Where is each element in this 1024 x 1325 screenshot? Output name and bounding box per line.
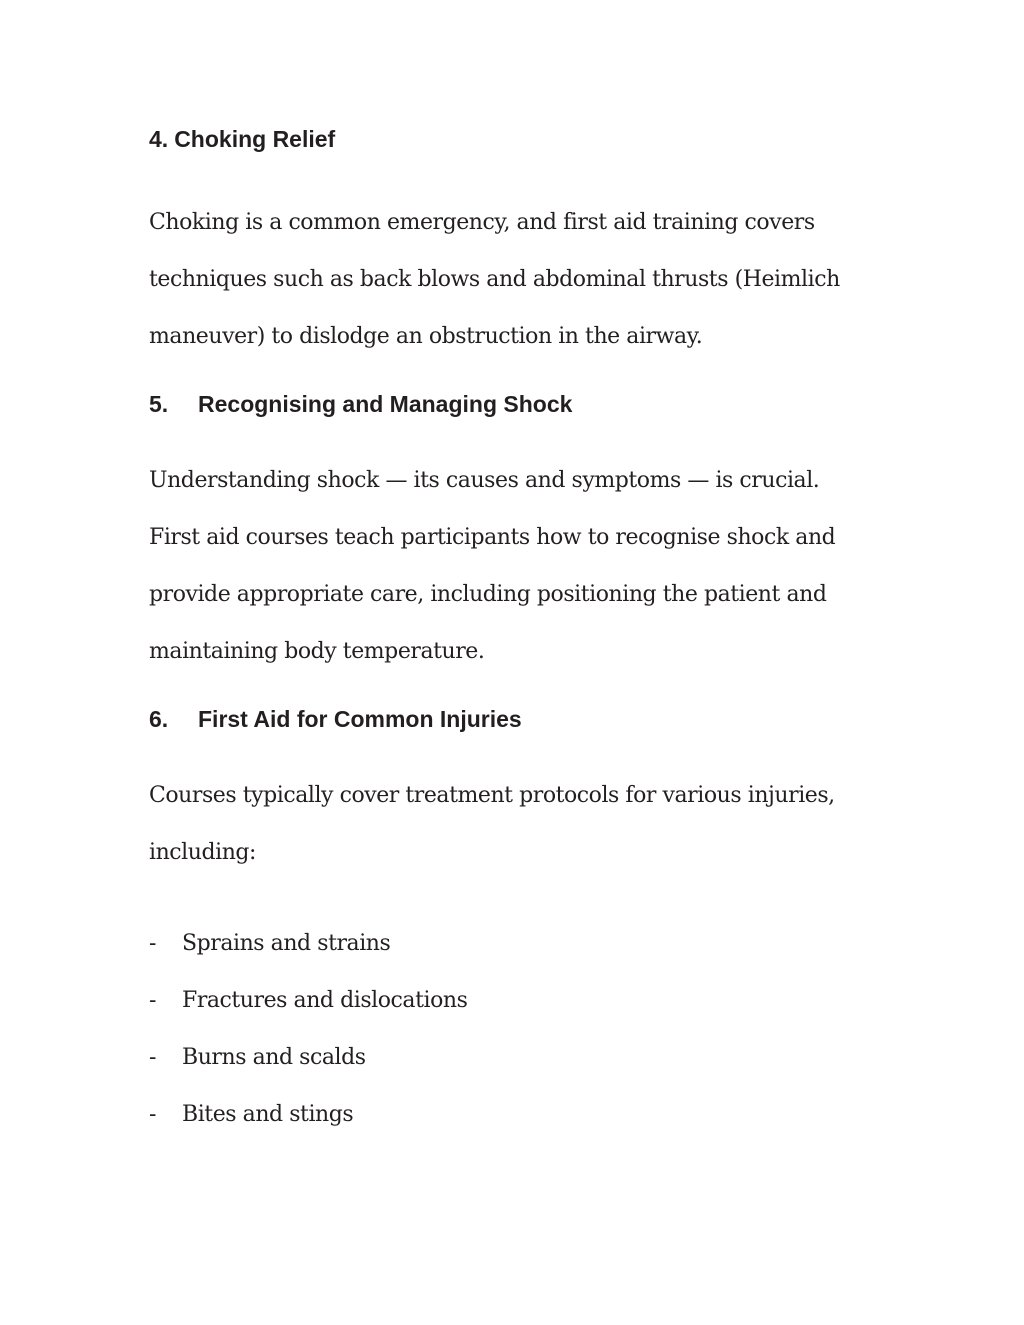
- paragraph-line: including:: [149, 840, 257, 865]
- list-item-text: Burns and scalds: [182, 1045, 366, 1070]
- list-item-text: Bites and stings: [182, 1102, 354, 1127]
- list-marker: -: [149, 931, 156, 956]
- list-marker: -: [149, 988, 156, 1013]
- paragraph-line: Understanding shock — its causes and symptoms — is crucial.: [149, 468, 820, 493]
- section-number: 6.: [149, 706, 169, 732]
- section-number: 4.: [149, 126, 169, 152]
- section-heading-choking-relief: [149, 125, 335, 153]
- paragraph-line: provide appropriate care, including positioning the patient and: [149, 582, 827, 607]
- paragraph-line: Courses typically cover treatment protocols for various injuries,: [149, 783, 835, 808]
- section-heading-common-injuries: [149, 705, 522, 733]
- list-item: [149, 1100, 353, 1130]
- list-marker: -: [149, 1102, 156, 1127]
- paragraph-line: maneuver) to dislodge an obstruction in the airway.: [149, 324, 703, 349]
- list-item: [149, 986, 467, 1016]
- list-marker: -: [149, 1045, 156, 1070]
- paragraph-line: techniques such as back blows and abdominal thrusts (Heimlich: [149, 267, 840, 292]
- list-item-text: Sprains and strains: [182, 931, 391, 956]
- paragraph-line: First aid courses teach participants how to recognise shock and: [149, 525, 836, 550]
- section-heading-shock: [149, 390, 572, 418]
- list-item: [149, 929, 390, 959]
- section-number: 5.: [149, 391, 169, 417]
- paragraph-line: maintaining body temperature.: [149, 639, 485, 664]
- paragraph-line: Choking is a common emergency, and first aid training covers: [149, 210, 815, 235]
- list-item: [149, 1043, 366, 1073]
- list-item-text: Fractures and dislocations: [182, 988, 468, 1013]
- section-title: Choking Relief: [174, 126, 336, 152]
- section-title: First Aid for Common Injuries: [198, 706, 522, 732]
- section-title: Recognising and Managing Shock: [198, 391, 573, 417]
